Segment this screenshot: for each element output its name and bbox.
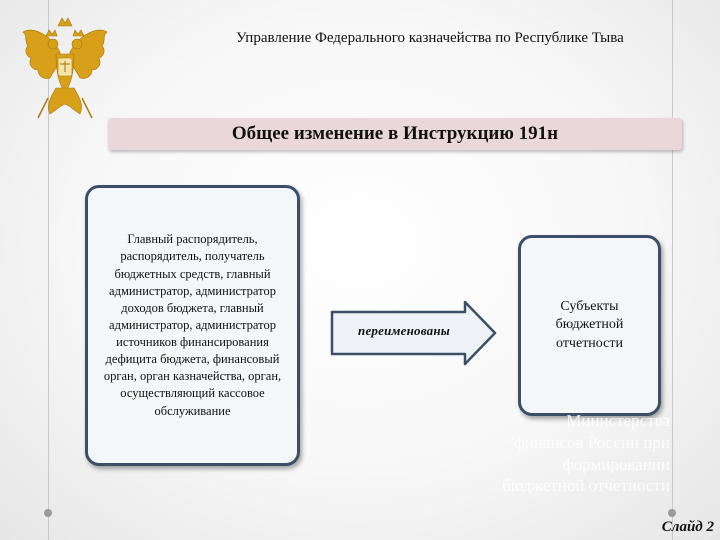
slide-title-bar: [108, 118, 682, 150]
header-title: Управление Федерального казначейства по Республике Тыва: [236, 30, 624, 46]
faded-line: формировании: [562, 454, 670, 474]
slide-number: Слайд 2: [661, 519, 714, 535]
left-bottom-dot: [44, 509, 52, 517]
double-headed-eagle-emblem-icon: [20, 14, 110, 126]
arrow-label: переименованы: [358, 323, 450, 338]
faded-line: бюджетной отчетности: [502, 476, 670, 496]
left-box-text: Главный распорядитель, распорядитель, получатель бюджетных средств, главный администратор, администратор доходов бюджета, главный администратор, администратор источников финансирования дефицита бюджета, финансовый орган, орган казначейства, орган, осуществляющий кассовое обслуживание: [103, 232, 282, 418]
left-subjects-box: [85, 185, 300, 466]
right-bottom-dot: [668, 509, 676, 517]
right-edge-line: [672, 0, 673, 540]
right-box-text: Субъекты бюджетной отчетности: [555, 299, 624, 351]
faded-background-text: [420, 410, 670, 497]
faded-line: Министерства: [566, 411, 670, 430]
faded-line: финансов России при: [513, 432, 670, 452]
slide-title: Общее изменение в Инструкцию 191н: [231, 123, 559, 144]
right-subjects-box: [518, 235, 661, 416]
